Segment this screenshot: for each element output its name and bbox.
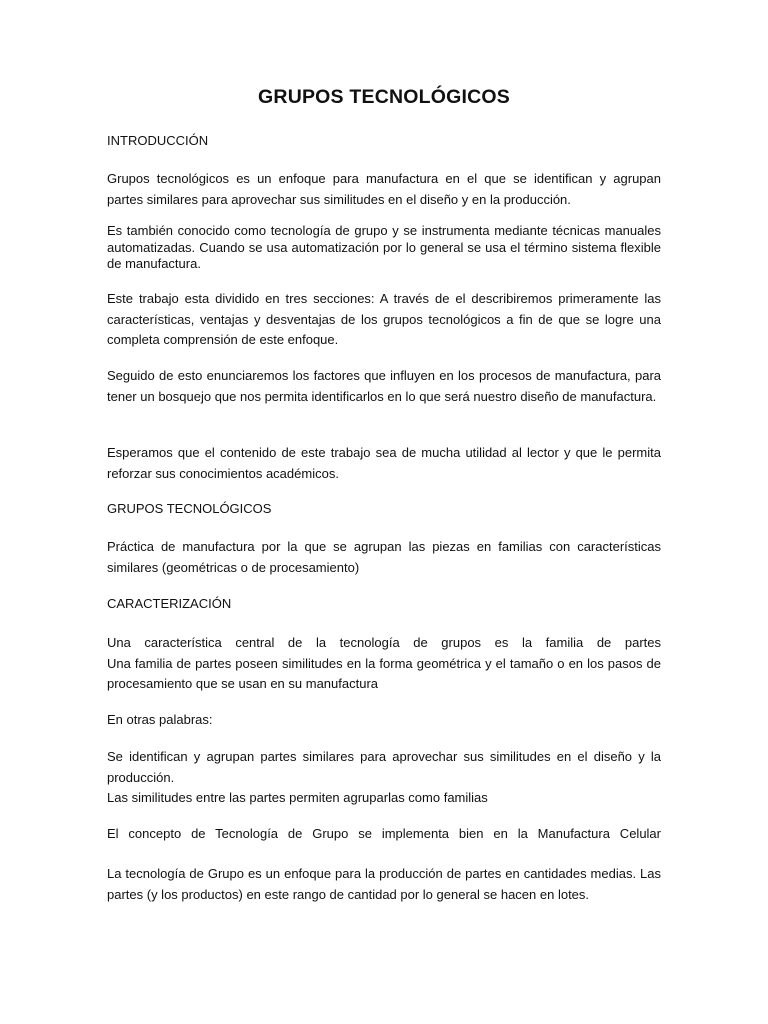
paragraph-en-otras-palabras: En otras palabras:: [107, 712, 213, 727]
document-title: GRUPOS TECNOLÓGICOS: [258, 86, 510, 108]
paragraph-intro-line-1: Grupos tecnológicos es un enfoque para manufactura en el que se identifican y agrupan: [107, 171, 661, 186]
paragraph-cantidades-medias: La tecnología de Grupo es un enfoque para la producción de partes en cantidades medias. Las partes (y los productos) en este rango de cantidad por lo general se hacen en lotes.: [107, 866, 661, 902]
paragraph-intro-line-2: partes similares para aprovechar sus similitudes en el diseño y en la producción.: [107, 191, 571, 207]
section-heading-caracterizacion: CARACTERIZACIÓN: [107, 596, 232, 611]
paragraph-factores: Seguido de esto enunciaremos los factores que influyen en los procesos de manufactura, para tener un bosquejo que nos permita identificarlos en lo que será nuestro diseño de manufactura.: [107, 368, 661, 404]
paragraph-secciones: Este trabajo esta dividido en tres secciones: A través de el describiremos primeramente las características, ventajas y desventajas de los grupos tecnológicos a fin de que se logre una completa comprensión de este enfoque.: [107, 291, 661, 347]
paragraph-manufactura-celular: [107, 824, 661, 845]
paragraph-tecnologia-de-grupo: Es también conocido como tecnología de grupo y se instrumenta mediante técnicas manuales automatizadas. Cuando se usa automatización por lo general se usa el término sistema flexible de manufactura.: [107, 223, 661, 271]
section-heading-introduccion: INTRODUCCIÓN: [107, 133, 209, 148]
paragraph-identifican-part-1: Se identifican y agrupan partes similares para aprovechar sus similitudes en el diseño y la producción.: [107, 749, 661, 785]
section-heading-grupos-tecnologicos: GRUPOS TECNOLÓGICOS: [107, 501, 272, 516]
paragraph-familia-de-partes: [107, 633, 661, 695]
paragraph-identifican: [107, 747, 661, 809]
paragraph-practica: Práctica de manufactura por la que se agrupan las piezas en familias con características similares (geométricas o de procesamiento): [107, 539, 661, 575]
paragraph-expectativas: Esperamos que el contenido de este trabajo sea de mucha utilidad al lector y que le permita reforzar sus conocimientos académicos.: [107, 445, 661, 481]
paragraph-familia-rest: Una familia de partes poseen similitudes en la forma geométrica y el tamaño o en los pasos de procesamiento que se usan en su manufactura: [107, 655, 661, 691]
paragraph-intro: [107, 169, 661, 210]
paragraph-manufactura-celular-text: El concepto de Tecnología de Grupo se implementa bien en la Manufactura Celular: [107, 826, 661, 841]
paragraph-familia-line-1: Una característica central de la tecnología de grupos es la familia de partes: [107, 635, 661, 650]
paragraph-identifican-part-2: Las similitudes entre las partes permiten agruparlas como familias: [107, 790, 488, 805]
